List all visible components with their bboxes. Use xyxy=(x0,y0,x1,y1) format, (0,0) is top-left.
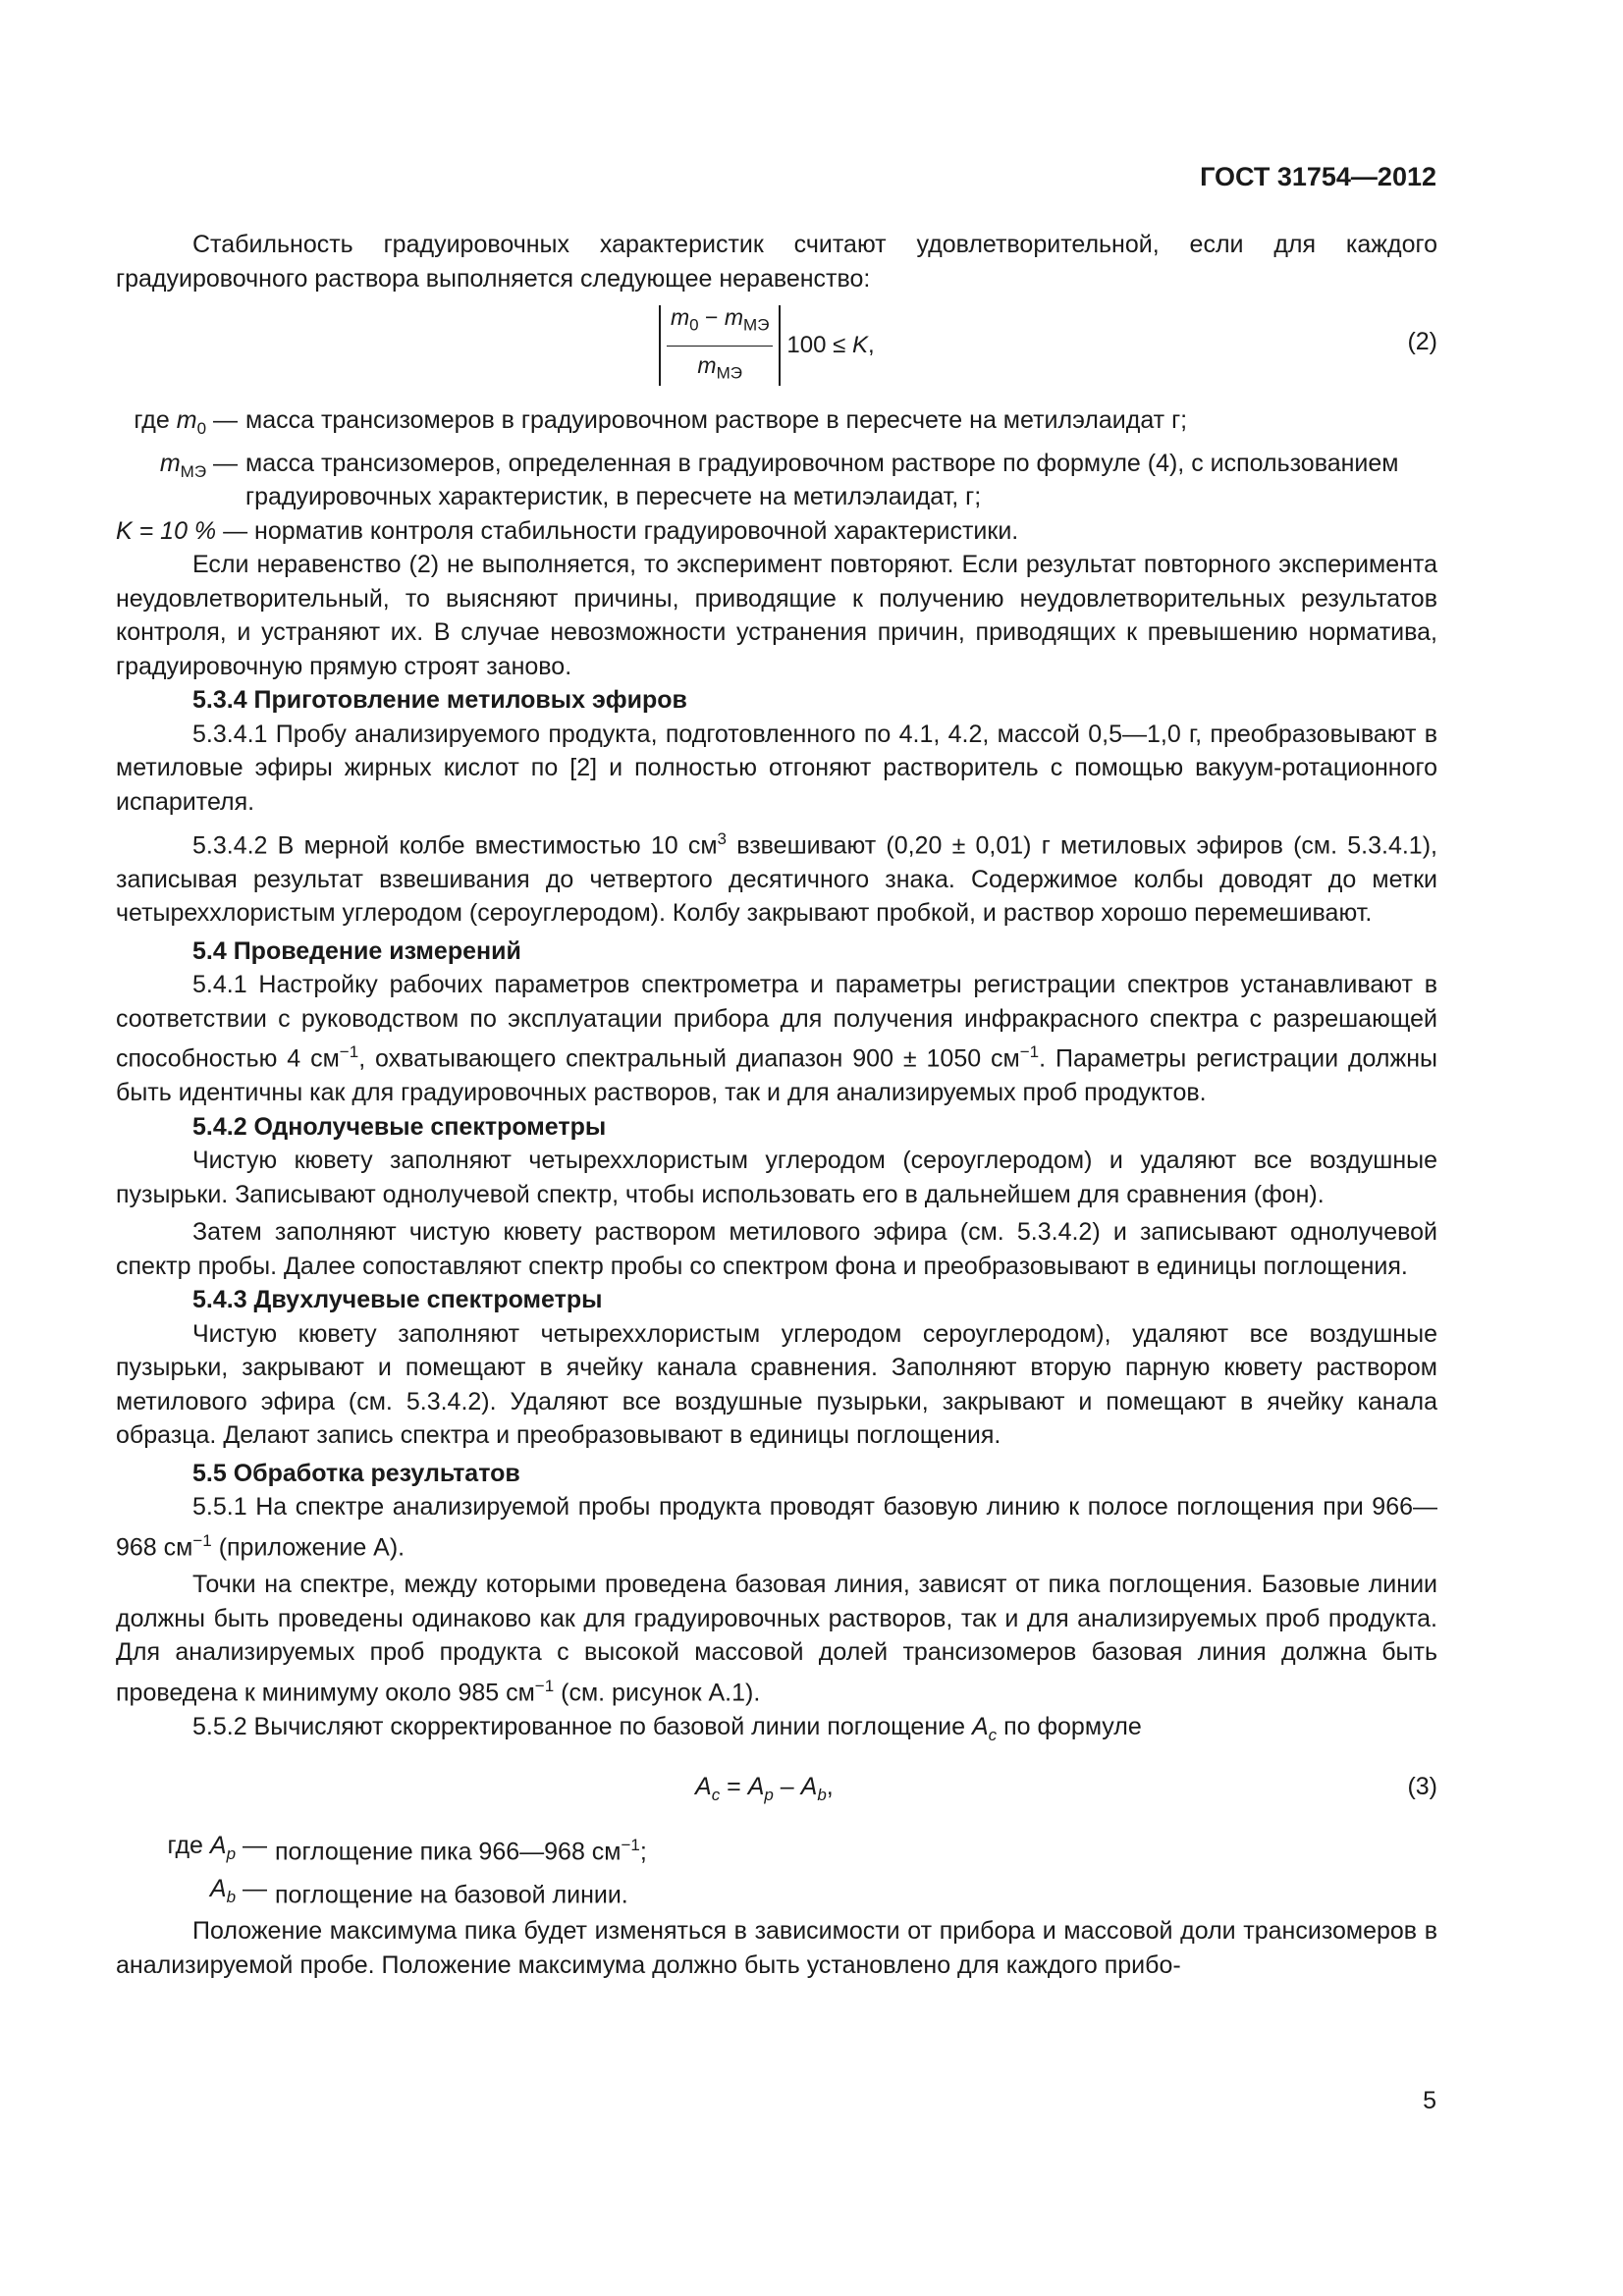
definition-text: поглощение на базовой линии. xyxy=(275,1881,628,1909)
definition-text: масса трансизомеров в градуировочном растворе в пересчете на метилэлаидат г; xyxy=(245,406,1188,434)
section-heading-5-4-2: 5.4.2 Однолучевые спектрометры xyxy=(192,1112,607,1141)
paragraph-stability: Стабильность градуировочных характеристик считают удовлетворительной, если для каждого градуировочного раствора выполняется следующее неравенство: xyxy=(116,231,1437,293)
definitions-formula-2 xyxy=(116,403,1437,514)
section-heading-5-3-4: 5.3.4 Приготовление метиловых эфиров xyxy=(192,686,687,714)
definitions-formula-3 xyxy=(116,1829,1437,1914)
section-heading-5-4: 5.4 Проведение измерений xyxy=(192,936,521,965)
paragraph-5-4-2-b: Затем заполняют чистую кювету раствором метилового эфира (см. 5.3.4.2) и записывают однолучевой спектр пробы. Далее сопоставляют спектр пробы со спектром фона и преобразовывают в единицы поглощения. xyxy=(116,1218,1437,1280)
paragraph-5-5-2: 5.5.2 Вычисляют скорректированное по базовой линии поглощение $A_c$ по формуле xyxy=(192,1712,1142,1744)
page-number: 5 xyxy=(1423,2087,1436,2114)
definition-term: $m_{МЭ}$ — xyxy=(159,449,238,481)
paragraph-5-5-1: 5.5.1 На спектре анализируемой пробы продукта проводят базовую линию к полосе поглощения при 966—968 $см^{-1}$ (приложение А). xyxy=(116,1493,1437,1561)
equation-number: (3) xyxy=(1407,1773,1437,1801)
section-heading-5-5: 5.5 Обработка результатов xyxy=(192,1459,520,1487)
absolute-value-fraction xyxy=(659,305,781,386)
paragraph-5-4-2-a: Чистую кювету заполняют четыреххлористым углеродом (сероуглеродом) и удаляют все воздушные пузырьки. Записывают однолучевой спектр, чтобы использовать его в дальнейшем для сравнения (фон). xyxy=(116,1147,1437,1208)
fraction-denominator: $m_{МЭ}$ xyxy=(697,351,742,383)
definition-term: где $m_0$ — xyxy=(134,406,238,438)
paragraph-baseline-points: Точки на спектре, между которыми проведена базовая линия, зависят от пика поглощения. Базовые линии должны быть проведены одинаково как для градуировочных растворов, так и для анализируемых проб продукта. Для анализируемых проб продукта с высокой массовой долей трансизомеров базовая линия должна быть проведена к минимуму около 985 $см^{-1}$ (см. рисунок А.1). xyxy=(116,1571,1437,1707)
paragraph-repeat: Если неравенство (2) не выполняется, то эксперимент повторяют. Если результат повторного эксперимента неудовлетворительный, то выясняют причины, приводящие к получению неудовлетворительных результатов контроля, и устраняют их. В случае невозможности устранения причин, приводящих к превышению норматива, градуировочную прямую строят заново. xyxy=(116,551,1437,680)
formula-3-expression: $A_c = A_p - A_b$, xyxy=(695,1773,834,1805)
formula-tail: 100 ≤ K, xyxy=(786,331,875,358)
paragraph-5-3-4-2: 5.3.4.2 В мерной колбе вместимостью 10 $см^3$ взвешивают (0,20 ± 0,01) г метиловых эфиров (см. 5.3.4.1), записывая результат взвешивания до четвертого десятичного знака. Содержимое колбы доводят до метки четыреххлористым углеродом (сероуглеродом). Колбу закрывают пробкой, и раствор хорошо перемешивают. xyxy=(116,829,1437,928)
definition-term: где $A_p$ — xyxy=(167,1832,267,1864)
definition-text: масса трансизомеров, определенная в градуировочном растворе по формуле (4), с использованием градуировочных характеристик, в пересчете на метилэлаидат, г; xyxy=(245,449,1399,510)
k-definition: K = 10 % — норматив контроля стабильности градуировочной характеристики. xyxy=(116,516,1019,545)
formula-3 xyxy=(116,1752,1437,1829)
paragraph-5-4-1: 5.4.1 Настройку рабочих параметров спектрометра и параметры регистрации спектров устанавливают в соответствии с руководством по эксплуатации прибора для получения инфракрасного спектра с разрешающей способностью 4 $см^{-1}$, охватывающего спектральный диапазон 900 ± 1050 $см^{-1}$. Параметры регистрации должны быть идентичны как для градуировочных растворов, так и для анализируемых проб продуктов. xyxy=(116,971,1437,1107)
document-body xyxy=(116,228,1437,1982)
fraction-numerator: $m_0 - m_{МЭ}$ xyxy=(667,300,773,346)
definition-text: поглощение пика 966—968 $см^{-1}$; xyxy=(275,1836,647,1866)
paragraph-5-3-4-1: 5.3.4.1 Пробу анализируемого продукта, подготовленного по 4.1, 4.2, массой 0,5—1,0 г, преобразовывают в метиловые эфиры жирных кислот по [2] и полностью отгоняют растворитель с помощью вакуум-ротационного испарителя. xyxy=(116,720,1437,816)
definition-term: $A_b$ — xyxy=(209,1874,267,1906)
formula-2 xyxy=(116,295,1437,403)
section-heading-5-4-3: 5.4.3 Двухлучевые спектрометры xyxy=(192,1286,603,1314)
standard-header: ГОСТ 31754—2012 xyxy=(1200,162,1436,191)
paragraph-5-4-3: Чистую кювету заполняют четыреххлористым углеродом сероуглеродом), удаляют все воздушные пузырьки, закрывают и помещают в ячейку канала сравнения. Заполняют вторую парную кювету раствором метилового эфира (см. 5.3.4.2). Удаляют все воздушные пузырьки, закрывают и помещают в ячейку канала образца. Делают запись спектра и преобразовывают в единицы поглощения. xyxy=(116,1319,1437,1450)
equation-number: (2) xyxy=(1407,328,1437,355)
paragraph-peak-maximum: Положение максимума пика будет изменяться в зависимости от прибора и массовой доли трансизомеров в анализируемой пробе. Положение максимума должно быть установлено для каждого прибо- xyxy=(116,1917,1437,1979)
